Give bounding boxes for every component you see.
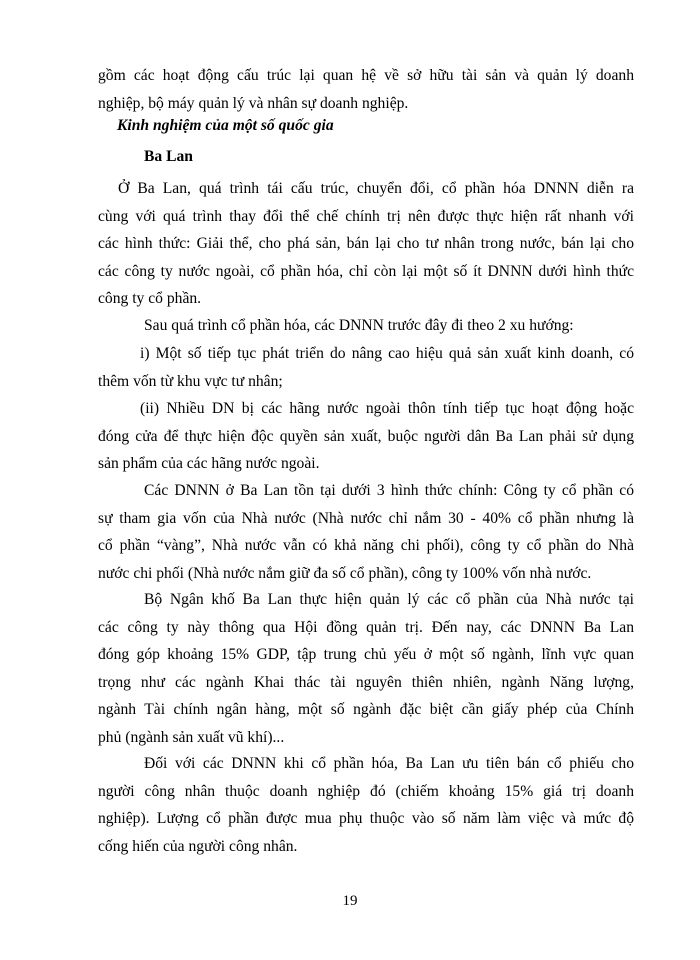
- text-line: thêm vốn từ khu vực tư nhân;: [98, 372, 283, 390]
- text-line: cùng với quá trình thay đổi thể chế chính trị nên được thực hiện rất nhanh với: [98, 207, 634, 225]
- paragraph-1: [98, 175, 634, 313]
- text-line: cống hiến của người công nhân.: [98, 837, 298, 855]
- text-line: đóng góp khoảng 15% GDP, tập trung chủ yếu ở một số ngành, lĩnh vực quan: [98, 646, 634, 663]
- paragraph-6: [98, 586, 634, 751]
- text-line: nghiệp). Lượng cổ phần được mua phụ thuộc vào số năm làm việc và mức độ: [98, 810, 634, 827]
- text-line: người công nhân thuộc doanh nghiệp đó (chiếm khoảng 15% giá trị doanh: [98, 782, 634, 800]
- text-line: ngành Tài chính ngân hàng, một số ngành đặc biệt cần giấy phép của Chính: [98, 701, 634, 718]
- text-line: i) Một số tiếp tục phát triển do nâng cao hiệu quả sản xuất kinh doanh, có: [140, 345, 634, 362]
- text-line: Sau quá trình cổ phần hóa, các DNNN trước đây đi theo 2 xu hướng:: [144, 317, 574, 334]
- text-line: trọng như các ngành Khai thác tài nguyên thiên nhiên, ngành Năng lượng,: [98, 673, 634, 691]
- section-heading: Kinh nghiệm của một số quốc gia: [117, 117, 334, 134]
- paragraph-2: [98, 312, 634, 340]
- text-line: Ở Ba Lan, quá trình tái cấu trúc, chuyển đổi, cổ phần hóa DNNN diễn ra: [118, 180, 634, 197]
- intro-paragraph: [98, 62, 634, 117]
- text-line: Các DNNN ở Ba Lan tồn tại dưới 3 hình thức chính: Công ty cổ phần có: [144, 482, 634, 499]
- paragraph-5: [98, 477, 634, 587]
- text-line: các công ty nước ngoài, cổ phần hóa, chỉ còn lại một số ít DNNN dưới hình thức: [98, 262, 634, 280]
- text-line: các hình thức: Giải thể, cho phá sản, bán lại cho tư nhân trong nước, bán lại cho: [98, 235, 634, 252]
- paragraph-3: [98, 340, 634, 395]
- text-line: Bộ Ngân khố Ba Lan thực hiện quản lý các cổ phần của Nhà nước tại: [144, 591, 634, 608]
- text-line: sự tham gia vốn của Nhà nước (Nhà nước chỉ nắm 30 - 40% cổ phần nhưng là: [98, 509, 634, 527]
- paragraph-4: [98, 395, 634, 478]
- text-line: đóng cửa để thực hiện độc quyền sản xuất, buộc người dân Ba Lan phải sử dụng: [98, 427, 634, 445]
- text-line: Đối với các DNNN khi cổ phần hóa, Ba Lan ưu tiên bán cổ phiếu cho: [144, 755, 634, 772]
- text-line: gồm các hoạt động cấu trúc lại quan hệ về sở hữu tài sản và quản lý doanh: [98, 67, 634, 84]
- text-line: nước chi phối (Nhà nước nắm giữ đa số cổ phần), công ty 100% vốn nhà nước.: [98, 564, 592, 582]
- paragraph-7: [98, 750, 634, 860]
- text-line: nghiệp, bộ máy quản lý và nhân sự doanh nghiệp.: [98, 94, 409, 112]
- text-line: cổ phần “vàng”, Nhà nước vẫn có khả năng chi phối), công ty cổ phần do Nhà: [98, 537, 634, 554]
- text-line: công ty cổ phần.: [98, 290, 202, 307]
- text-line: các công ty này thông qua Hội đồng quản trị. Đến nay, các DNNN Ba Lan: [98, 618, 634, 636]
- text-line: (ii) Nhiều DN bị các hãng nước ngoài thôn tính tiếp tục hoạt động hoặc: [140, 400, 634, 417]
- text-line: phủ (ngành sản xuất vũ khí)...: [98, 728, 285, 746]
- country-heading: Ba Lan: [144, 148, 193, 165]
- page-number: 19: [342, 893, 358, 909]
- text-line: sản phẩm của các hãng nước ngoài.: [98, 455, 320, 472]
